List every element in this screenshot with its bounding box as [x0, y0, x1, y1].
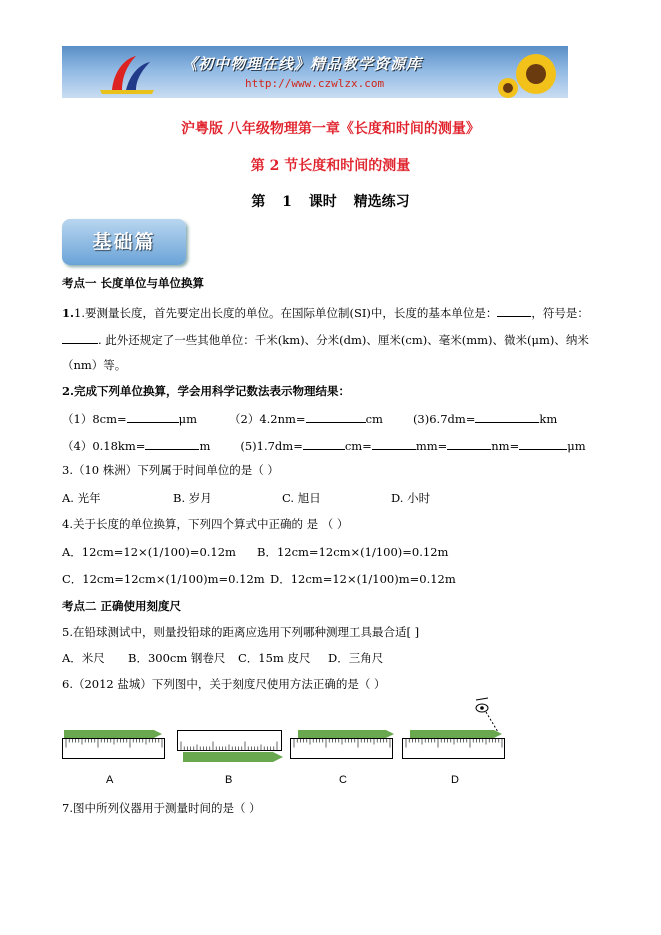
question-4-option-c: C．12cm=12cm×(1/100)m=0.12m [62, 572, 265, 586]
ruler-figure-b [177, 730, 287, 766]
answer-blank[interactable] [127, 410, 179, 423]
question-3-option-d: D. 小时 [391, 491, 431, 505]
lesson-title: 第 1 课时 精选练习 [251, 194, 410, 210]
answer-blank[interactable] [306, 410, 366, 423]
answer-blank[interactable] [475, 410, 539, 423]
question-1-line-3: （nm）等。 [62, 358, 127, 372]
question-2-row-1: （1）8cm= μm （2）4.2nm= cm (3)6.7dm= km [62, 412, 558, 426]
question-1-line-1: 1.1.要测量长度，首先要定出长度的单位。在国际单位制(SI)中，长度的基本单位是： ，符号是： [62, 306, 589, 320]
chapter-title: 沪粤版 八年级物理第一章《长度和时间的测量》 [181, 121, 480, 137]
question-3-stem: 3.（10 株洲）下列属于时间单位的是（ ） [62, 463, 279, 477]
answer-blank[interactable] [372, 437, 416, 450]
sunflower-icon [494, 48, 564, 98]
answer-blank[interactable] [519, 437, 567, 450]
section-title: 第 2 节长度和时间的测量 [250, 158, 411, 174]
answer-blank[interactable] [497, 304, 531, 317]
question-5-option-c: C．15m 皮尺 [238, 651, 311, 665]
figure-label-d: D [451, 774, 459, 786]
header-banner [62, 46, 568, 98]
figure-label-c: C [339, 774, 347, 786]
knowledge-point-2: 考点二 正确使用刻度尺 [62, 599, 182, 613]
question-2-stem: 2.完成下列单位换算，学会用科学记数法表示物理结果： [62, 384, 351, 398]
question-2-row-2: （4）0.18km= m (5)1.7dm= cm= mm= nm= μm [62, 439, 586, 453]
ruler-figure-d [402, 696, 508, 762]
ruler-figure-a [62, 726, 166, 762]
question-4-option-b: B．12cm=12cm×(1/100)=0.12m [257, 545, 449, 559]
banner-title: 《初中物理在线》精品教学资源库 [182, 55, 423, 73]
question-5-option-a: A．米尺 [62, 651, 105, 665]
answer-blank[interactable] [145, 437, 199, 450]
question-7-stem: 7.图中所列仪器用于测量时间的是（ ） [62, 801, 261, 815]
question-3-option-c: C. 旭日 [282, 491, 321, 505]
site-logo-icon [92, 50, 162, 96]
question-6-stem: 6.（2012 盐城）下列图中，关于刻度尺使用方法正确的是（ ） [62, 677, 386, 691]
question-5-option-d: D．三角尺 [328, 651, 384, 665]
answer-blank[interactable] [447, 437, 491, 450]
question-3-option-a: A. 光年 [62, 491, 101, 505]
question-5-option-b: B．300cm 钢卷尺 [128, 651, 226, 665]
question-1-line-2: . 此外还规定了一些其他单位：千米(km)、分米(dm)、厘米(cm)、毫米(mm)、微米(μm)、纳米 [62, 331, 589, 348]
ruler-figure-c [290, 726, 396, 762]
basic-section-badge: 基础篇 [62, 219, 186, 265]
question-3-option-b: B. 岁月 [173, 491, 212, 505]
answer-blank[interactable] [303, 437, 345, 450]
question-4-stem: 4.关于长度的单位换算，下列四个算式中正确的 是 （ ） [62, 517, 349, 531]
answer-blank[interactable] [62, 331, 98, 344]
question-4-option-a: A．12cm=12×(1/100)=0.12m [62, 545, 236, 559]
question-4-option-d: D．12cm=12×(1/100)m=0.12m [270, 572, 456, 586]
figure-label-b: B [225, 774, 233, 786]
figure-label-a: A [106, 774, 114, 786]
knowledge-point-1: 考点一 长度单位与单位换算 [62, 276, 205, 290]
question-5-stem: 5.在铅球测试中，则量投铅球的距离应选用下列哪种测理工具最合适[ ] [62, 625, 420, 639]
banner-url: http://www.czwlzx.com [245, 77, 385, 90]
